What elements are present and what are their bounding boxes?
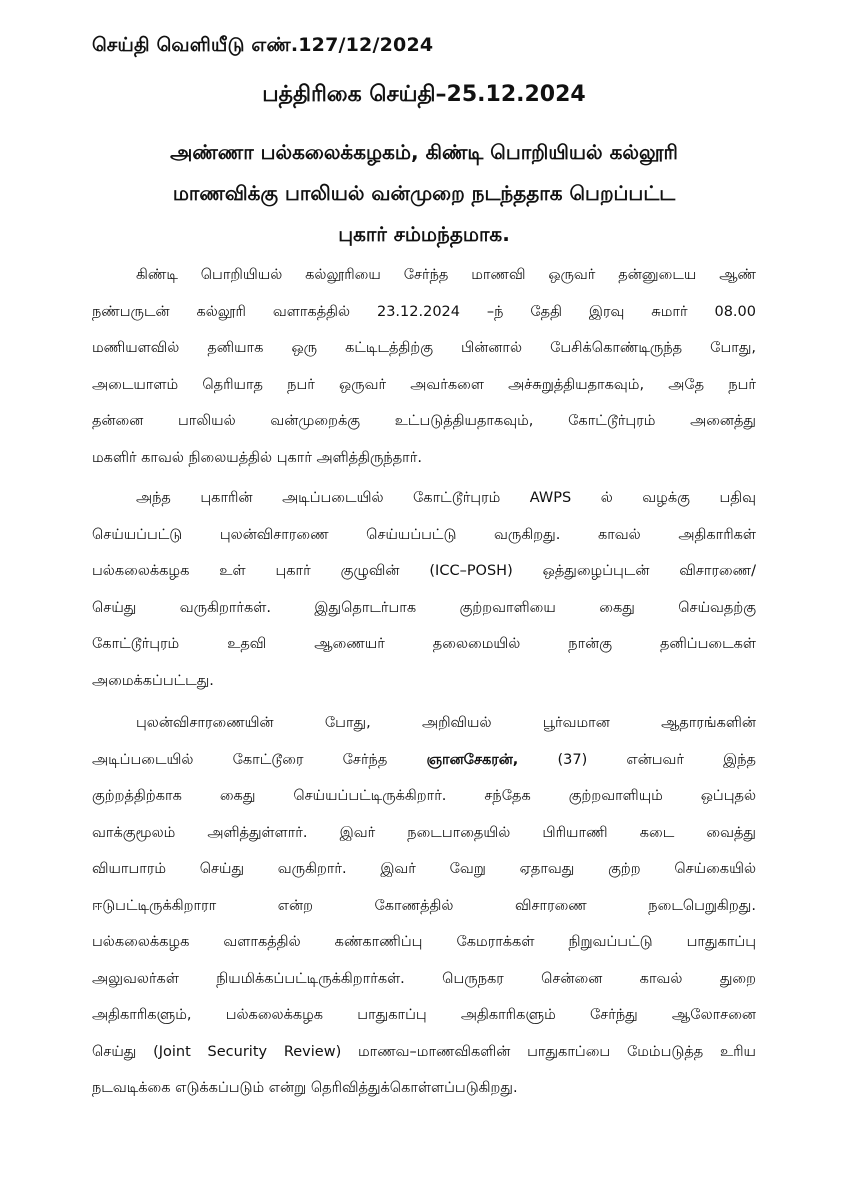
paragraph-line: வாக்குமூலம் அளித்துள்ளார். இவர் நடைபாதையில் பிரியாணி கடை வைத்து bbox=[92, 824, 756, 841]
press-title: பத்திரிகை செய்தி–25.12.2024 bbox=[262, 82, 586, 107]
paragraph-line: குற்றத்திற்காக கைது செய்யப்பட்டிருக்கிறார். சந்தேக குற்றவாளியும் ஒப்புதல் bbox=[92, 788, 756, 804]
paragraph-line: நடவடிக்கை எடுக்கப்படும் என்று தெரிவித்துக்கொள்ளப்படுகிறது. bbox=[92, 1080, 518, 1096]
paragraph-line: கோட்டூர்புரம் உதவி ஆணையர் தலைமையில் நான்கு தனிப்படைகள் bbox=[92, 636, 756, 652]
paragraph-arrest bbox=[92, 705, 756, 1107]
subject-line: மாணவிக்கு பாலியல் வன்முறை நடந்ததாக பெறப்பட்ட bbox=[172, 181, 676, 205]
line-text-after-name: (37) என்பவர் இந்த bbox=[518, 751, 756, 768]
paragraph-complaint bbox=[92, 257, 756, 476]
accused-name: ஞானசேகரன், bbox=[426, 751, 519, 768]
paragraph-line: அதிகாரிகளும், பல்கலைக்கழக பாதுகாப்பு அதிகாரிகளும் சேர்ந்து ஆலோசனை bbox=[92, 1007, 756, 1023]
paragraph-investigation bbox=[92, 480, 756, 699]
paragraph-line: கிண்டி பொறியியல் கல்லூரியை சேர்ந்த மாணவி ஒருவர் தன்னுடைய ஆண் bbox=[136, 267, 756, 283]
paragraph-line: அந்த புகாரின் அடிப்படையில் கோட்டூர்புரம் AWPS ல் வழக்கு பதிவு bbox=[136, 490, 756, 506]
paragraph-line: பல்கலைக்கழக வளாகத்தில் கண்காணிப்பு கேமராக்கள் நிறுவப்பட்டு பாதுகாப்பு bbox=[92, 934, 756, 950]
subject-line: அண்ணா பல்கலைக்கழகம், கிண்டி பொறியியல் கல்லூரி bbox=[170, 140, 678, 164]
paragraph-line: மணியளவில் தனியாக ஒரு கட்டிடத்திற்கு பின்னால் பேசிக்கொண்டிருந்த போது, bbox=[92, 340, 756, 356]
paragraph-line: அடையாளம் தெரியாத நபர் ஒருவர் அவர்களை அச்சுறுத்தியதாகவும், அதே நபர் bbox=[92, 376, 756, 393]
paragraph-line: நண்பருடன் கல்லூரி வளாகத்தில் 23.12.2024 –ந் தேதி இரவு சுமார் 08.00 bbox=[92, 303, 756, 320]
paragraph-line: அமைக்கப்பட்டது. bbox=[92, 672, 214, 689]
subject-heading bbox=[70, 132, 778, 255]
paragraph-line: மகளிர் காவல் நிலையத்தில் புகார் அளித்திருந்தார். bbox=[92, 449, 422, 466]
line-text-before-name: அடிப்படையில் கோட்டூரை சேர்ந்த bbox=[92, 751, 427, 768]
subject-line: புகார் சம்மந்தமாக. bbox=[338, 222, 510, 246]
paragraph-line: செய்து வருகிறார்கள். இதுதொடர்பாக குற்றவாளியை கைது செய்வதற்கு bbox=[92, 599, 756, 616]
paragraph-line: தன்னை பாலியல் வன்முறைக்கு உட்படுத்தியதாகவும், கோட்டூர்புரம் அனைத்து bbox=[92, 413, 756, 429]
paragraph-line: வியாபாரம் செய்து வருகிறார். இவர் வேறு ஏதாவது குற்ற செய்கையில் bbox=[92, 861, 756, 877]
paragraph-line: ஈடுபட்டிருக்கிறாரா என்ற கோணத்தில் விசாரணை நடைபெறுகிறது. bbox=[92, 897, 756, 914]
paragraph-line: புலன்விசாரணையின் போது, அறிவியல் பூர்வமான ஆதாரங்களின் bbox=[136, 715, 756, 731]
release-number: செய்தி வெளியீடு எண்.127/12/2024 bbox=[92, 34, 434, 56]
paragraph-line: பல்கலைக்கழக உள் புகார் குழுவின் (ICC–POSH) ஒத்துழைப்புடன் விசாரணை/ bbox=[92, 563, 756, 579]
paragraph-line: செய்யப்பட்டு புலன்விசாரணை செய்யப்பட்டு வருகிறது. காவல் அதிகாரிகள் bbox=[92, 526, 756, 543]
paragraph-line: அலுவலர்கள் நியமிக்கப்பட்டிருக்கிறார்கள். பெருநகர சென்னை காவல் துறை bbox=[92, 970, 756, 987]
paragraph-line-with-name bbox=[92, 742, 756, 779]
paragraph-line: செய்து (Joint Security Review) மாணவ–மாணவிகளின் பாதுகாப்பை மேம்படுத்த உரிய bbox=[92, 1043, 756, 1060]
